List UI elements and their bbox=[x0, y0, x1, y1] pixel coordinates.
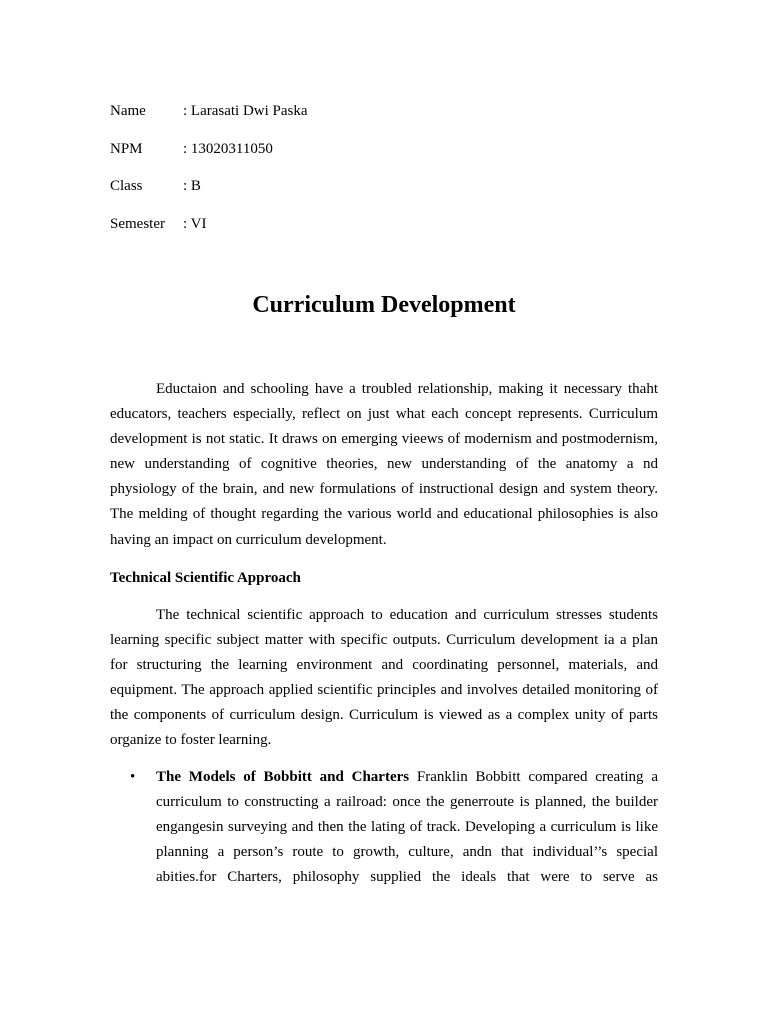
npm-value: : 13020311050 bbox=[183, 141, 273, 157]
bullet-icon: • bbox=[130, 769, 136, 785]
bullet-list-item bbox=[110, 765, 658, 890]
class-label: Class bbox=[110, 178, 143, 194]
name-value: : Larasati Dwi Paska bbox=[183, 103, 308, 119]
npm-label: NPM bbox=[110, 141, 143, 157]
semester-label: Semester bbox=[110, 216, 165, 232]
semester-row bbox=[110, 215, 206, 233]
name-label: Name bbox=[110, 103, 146, 119]
npm-row bbox=[110, 140, 273, 158]
name-row bbox=[110, 102, 308, 120]
bullet-bold-lead: The Models of Bobbitt and Charters bbox=[156, 769, 410, 785]
semester-value: : VI bbox=[183, 216, 207, 232]
document-title: Curriculum Development bbox=[252, 292, 516, 318]
class-row bbox=[110, 177, 201, 195]
bullet-text bbox=[156, 765, 658, 890]
section-heading: Technical Scientific Approach bbox=[110, 570, 301, 586]
bullet-body: Franklin Bobbitt compared creating a curriculum to constructing a railroad: once the generroute is planned, the builder engangesin surveying and then the lating of track. Developing a curriculum is like planning a person’s route to growth, culture, andn that individual’’s special abities.for Charters, philosophy supplied the ideals that were to serve as bbox=[156, 769, 658, 886]
section-paragraph: The technical scientific approach to education and curriculum stresses students learning specific subject matter with specific outputs. Curriculum development ia a plan for structuring the learning environment and coordinating personnel, materials, and equipment. The approach applied scientific principles and involves detailed monitoring of the components of curriculum design. Curriculum is viewed as a complex unity of parts organize to foster learning. bbox=[110, 607, 658, 749]
class-value: : B bbox=[183, 178, 201, 194]
intro-paragraph: Eductaion and schooling have a troubled relationship, making it necessary thaht educators, teachers especially, reflect on just what each concept represents. Curriculum development is not static. It draws on emerging vieews of modernism and postmodernism, new understanding of cognitive theories, new understanding of the anatomy a nd physiology of the brain, and new formulations of instructional design and system theory. The melding of thought regarding the various world and educational philosophies is also having an impact on curriculum development. bbox=[110, 381, 658, 548]
